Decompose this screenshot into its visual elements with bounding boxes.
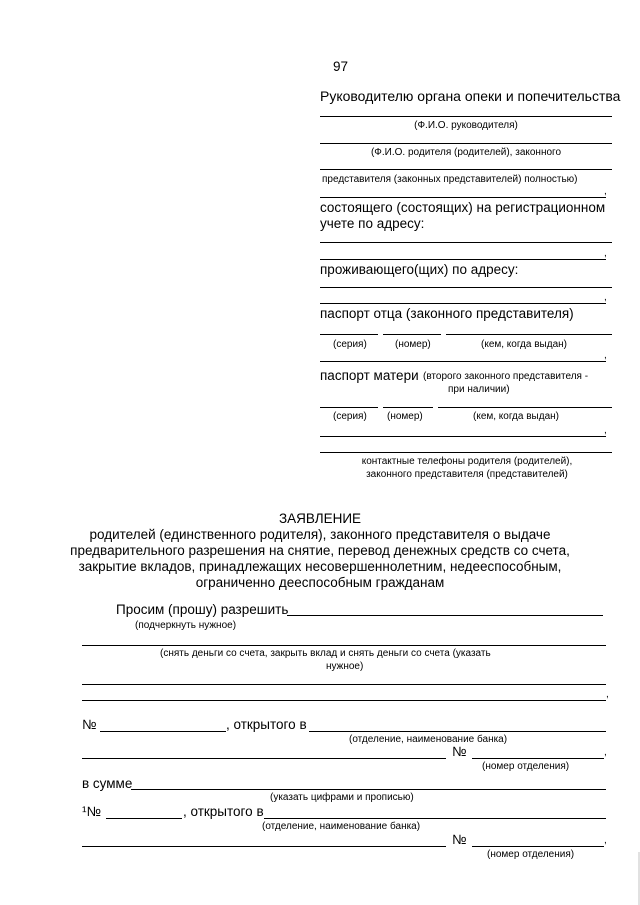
registered-line-2[interactable]: [320, 259, 606, 260]
mother-note: (второго законного представителя -: [423, 371, 589, 382]
registered-line-1[interactable]: [320, 242, 612, 243]
footnote-number-sign: ¹№: [82, 804, 101, 819]
request-line[interactable]: [287, 615, 603, 616]
head-fio-line[interactable]: [320, 116, 612, 117]
branch-number-caption: (номер отделения): [482, 761, 570, 772]
parent-fio-line[interactable]: [320, 143, 612, 144]
head-fio-caption: (Ф.И.О. руководителя): [414, 120, 518, 131]
footnote-account-field[interactable]: [106, 818, 182, 819]
bank-field[interactable]: [309, 731, 606, 732]
branch-number-field-2[interactable]: [472, 846, 604, 847]
branch-number-field[interactable]: [472, 758, 604, 759]
title-line-3: закрытие вкладов, принадлежащих несовершеннолетним, недееспособным,: [78, 559, 562, 574]
title-line-4: ограниченно дееспособным гражданам: [195, 575, 445, 590]
bank-field-3[interactable]: [264, 818, 606, 819]
mother-number-line[interactable]: [383, 407, 433, 408]
phones-caption: контактные телефоны родителя (родителей),: [361, 456, 573, 467]
request-label: Просим (прошу) разрешить: [116, 602, 289, 617]
father-series-line[interactable]: [320, 334, 378, 335]
mother-series-caption: (серия): [333, 411, 367, 422]
options-caption: (снять деньги со счета, закрыть вклад и снять деньги со счета (указать: [160, 648, 491, 659]
mother-passport-label: паспорт матери: [320, 368, 419, 383]
mother-series-line[interactable]: [320, 407, 378, 408]
opened-in-label-2: , открытого в: [183, 804, 264, 819]
mother-extra-line[interactable]: [320, 436, 606, 437]
mother-issued-caption: (кем, когда выдан): [473, 411, 559, 422]
father-extra-line[interactable]: [320, 361, 606, 362]
document-title: ЗАЯВЛЕНИЕ: [278, 511, 362, 526]
registered-label-2: учете по адресу:: [320, 216, 425, 231]
registered-label: состоящего (состоящих) на регистрационном: [320, 200, 606, 215]
phones-caption-2: законного представителя (представителей): [366, 469, 568, 480]
amount-field[interactable]: [131, 789, 606, 790]
underline-hint: (подчеркнуть нужное): [135, 620, 237, 631]
father-number-line[interactable]: [383, 334, 441, 335]
mother-note-2: при наличии): [448, 384, 510, 395]
parent-fio-line-2[interactable]: [320, 169, 612, 170]
title-line-2: предварительного разрешения на снятие, перевод денежных средств со счета,: [70, 543, 570, 558]
page-number: 97: [333, 59, 349, 74]
father-passport-label: паспорт отца (законного представителя): [320, 306, 574, 321]
father-series-caption: (серия): [333, 339, 367, 350]
addressee: Руководителю органа опеки и попечительства: [320, 88, 621, 104]
living-line-2[interactable]: [320, 303, 606, 304]
options-extra-line-2[interactable]: [82, 700, 606, 701]
parent-fio-caption-2: представителя (законных представителей) полностью): [322, 174, 578, 185]
mother-issued-line[interactable]: [438, 407, 612, 408]
living-line-1[interactable]: [320, 287, 612, 288]
bank-caption-2: (отделение, наименование банка): [262, 821, 421, 832]
amount-caption: (указать цифрами и прописью): [270, 792, 414, 803]
account-number-field[interactable]: [100, 731, 226, 732]
branch-number-caption-2: (номер отделения): [487, 849, 575, 860]
phones-line[interactable]: [320, 452, 612, 453]
parent-fio-line-3[interactable]: [320, 197, 606, 198]
parent-fio-caption: (Ф.И.О. родителя (родителей), законного: [370, 147, 562, 158]
options-extra-line-1[interactable]: [82, 684, 606, 685]
opened-in-label: , открытого в: [226, 717, 307, 732]
amount-label: в сумме: [82, 776, 133, 791]
father-issued-caption: (кем, когда выдан): [481, 339, 567, 350]
father-number-caption: (номер): [395, 339, 431, 350]
living-label: проживающего(щих) по адресу:: [320, 262, 519, 277]
bank-field-2[interactable]: [82, 758, 446, 759]
bank-caption: (отделение, наименование банка): [349, 734, 508, 745]
father-issued-line[interactable]: [446, 334, 612, 335]
branch-number-sign-2: №: [452, 832, 467, 847]
title-line-1: родителей (единственного родителя), законного представителя о выдаче: [89, 527, 551, 542]
bank-field-4[interactable]: [82, 846, 446, 847]
branch-number-sign: №: [452, 744, 467, 759]
options-line[interactable]: [82, 645, 606, 646]
mother-number-caption: (номер): [387, 411, 423, 422]
options-caption-2: нужное): [326, 661, 364, 672]
account-number-sign: №: [82, 717, 97, 732]
